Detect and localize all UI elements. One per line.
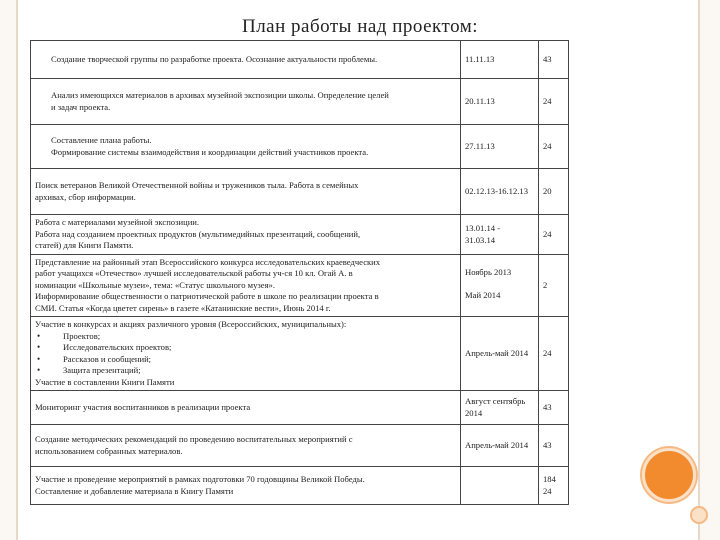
task-text-line: Создание методических рекомендаций по проведению воспитательных мероприятий с bbox=[35, 434, 353, 444]
table-row bbox=[31, 215, 569, 255]
count-cell bbox=[539, 79, 569, 125]
date-cell bbox=[461, 215, 539, 255]
count-text-line: 43 bbox=[543, 53, 552, 64]
task-text-line: архивах, сбор информации. bbox=[35, 191, 136, 202]
table-row bbox=[31, 317, 569, 391]
slide-left-border bbox=[0, 0, 18, 540]
task-text-line: Составление плана работы. bbox=[51, 135, 152, 145]
table-row bbox=[31, 125, 569, 169]
count-text-line: 24 bbox=[543, 485, 552, 496]
decorative-orange-circle bbox=[642, 448, 696, 502]
task-cell bbox=[31, 125, 461, 169]
date-text-line bbox=[465, 279, 534, 291]
task-cell bbox=[31, 391, 461, 425]
count-text-line: 24 bbox=[543, 347, 552, 358]
count-cell bbox=[539, 317, 569, 391]
date-text-line: 2014 bbox=[465, 407, 483, 418]
date-cell bbox=[461, 255, 539, 317]
task-outro: Участие в составлении Книги Памяти bbox=[35, 376, 175, 387]
task-text-line: Формирование системы взаимодействия и координации действий участников проекта. bbox=[51, 146, 369, 157]
task-text-line: работ учащихся «Отечество» лучшей исследовательской работы уч-ся 10 кл. Огай А. в bbox=[35, 268, 353, 279]
count-cell bbox=[539, 391, 569, 425]
date-cell bbox=[461, 125, 539, 169]
date-cell bbox=[461, 391, 539, 425]
task-cell bbox=[31, 467, 461, 505]
date-cell bbox=[461, 79, 539, 125]
count-text-line: 2 bbox=[543, 279, 548, 290]
table-row bbox=[31, 425, 569, 467]
date-cell bbox=[461, 41, 539, 79]
date-text-line: 02.12.13-16.12.13 bbox=[465, 185, 529, 196]
date-text-line bbox=[465, 480, 534, 492]
task-text-line: Участие и проведение мероприятий в рамках подготовки 70 годовщины Великой Победы. bbox=[35, 474, 365, 484]
count-cell bbox=[539, 467, 569, 505]
date-cell bbox=[461, 317, 539, 391]
task-text-line: Создание творческой группы по разработке проекта. Осознание актуальности проблемы. bbox=[51, 53, 378, 64]
count-text-line: 43 bbox=[543, 401, 552, 412]
table-row bbox=[31, 79, 569, 125]
table-row bbox=[31, 41, 569, 79]
task-cell bbox=[31, 215, 461, 255]
task-cell bbox=[31, 79, 461, 125]
table-row bbox=[31, 169, 569, 215]
count-text-line: 24 bbox=[543, 140, 552, 151]
task-text-line: Информирование общественности о патриотической работе в школе по реализации проекта в bbox=[35, 291, 379, 302]
task-text-line: Работа с материалами музейной экспозиции. bbox=[35, 217, 200, 228]
count-cell bbox=[539, 425, 569, 467]
plan-table-body bbox=[31, 41, 569, 505]
task-cell bbox=[31, 41, 461, 79]
date-text-line: Август сентябрь bbox=[465, 396, 526, 406]
task-text-line: Мониторинг участия воспитанников в реализации проекта bbox=[35, 401, 251, 412]
task-text-line: Представление на районный этап Всероссийского конкурса исследовательских краеведческих bbox=[35, 256, 381, 267]
table-row bbox=[31, 467, 569, 505]
date-text-line: 31.03.14 bbox=[465, 234, 496, 245]
slide-right-border bbox=[698, 0, 720, 540]
bullet-list bbox=[35, 331, 456, 377]
task-text-line: СМИ. Статья «Когда цветет сирень» в газете «Катанинские вести», Июнь 2014 г. bbox=[35, 302, 331, 313]
task-text-line: Анализ имеющихся материалов в архивах музейной экспозиции школы. Определение целей bbox=[51, 90, 389, 100]
task-text-line: Работа над созданием проектных продуктов (мультимедийных презентаций, сообщений, bbox=[35, 228, 361, 239]
task-text-line: статей) для Книги Памяти. bbox=[35, 240, 134, 251]
date-text-line: 20.11.13 bbox=[465, 95, 495, 106]
task-text-line: Составление и добавление материала в Книгу Памяти bbox=[35, 485, 234, 496]
count-text-line: 24 bbox=[543, 95, 552, 106]
project-plan-table bbox=[30, 40, 569, 505]
date-cell bbox=[461, 467, 539, 505]
count-text-line: 20 bbox=[543, 185, 552, 196]
list-item: • Рассказов и сообщений; bbox=[35, 354, 456, 366]
task-text-line: Поиск ветеранов Великой Отечественной войны и тружеников тыла. Работа в семейных bbox=[35, 180, 359, 190]
date-text-line: 27.11.13 bbox=[465, 140, 495, 151]
task-cell bbox=[31, 317, 461, 391]
decorative-small-circle bbox=[690, 506, 708, 524]
list-item: • Защита презентаций; bbox=[35, 365, 456, 377]
date-text-line: 11.11.13 bbox=[465, 53, 495, 64]
list-item: • Проектов; bbox=[35, 331, 456, 343]
count-text-line: 43 bbox=[543, 439, 552, 450]
date-cell bbox=[461, 169, 539, 215]
date-cell bbox=[461, 425, 539, 467]
count-cell bbox=[539, 169, 569, 215]
table-row bbox=[31, 391, 569, 425]
table-row bbox=[31, 255, 569, 317]
count-cell bbox=[539, 255, 569, 317]
count-text-line: 24 bbox=[543, 228, 552, 239]
page-title: План работы над проектом: bbox=[241, 16, 479, 37]
task-cell bbox=[31, 169, 461, 215]
list-item: • Исследовательских проектов; bbox=[35, 342, 456, 354]
task-cell bbox=[31, 425, 461, 467]
task-intro: Участие в конкурсах и акциях различного уровня (Всероссийских, муниципальных): bbox=[35, 319, 347, 329]
count-text-line: 184 bbox=[543, 474, 556, 484]
task-text-line: и задач проекта. bbox=[51, 101, 111, 112]
task-text-line: номинации «Школьные музеи», тема: «Статус школьного музея». bbox=[35, 279, 276, 290]
date-text-line: Май 2014 bbox=[465, 290, 501, 300]
date-text-line: Апрель-май 2014 bbox=[465, 347, 529, 358]
date-text-line: 13.01.14 - bbox=[465, 223, 501, 233]
count-cell bbox=[539, 41, 569, 79]
date-text-line: Ноябрь 2013 bbox=[465, 267, 512, 277]
count-cell bbox=[539, 215, 569, 255]
date-text-line: Апрель-май 2014 bbox=[465, 439, 529, 450]
task-text-line: использованием собранных материалов. bbox=[35, 445, 183, 456]
count-cell bbox=[539, 125, 569, 169]
task-cell bbox=[31, 255, 461, 317]
